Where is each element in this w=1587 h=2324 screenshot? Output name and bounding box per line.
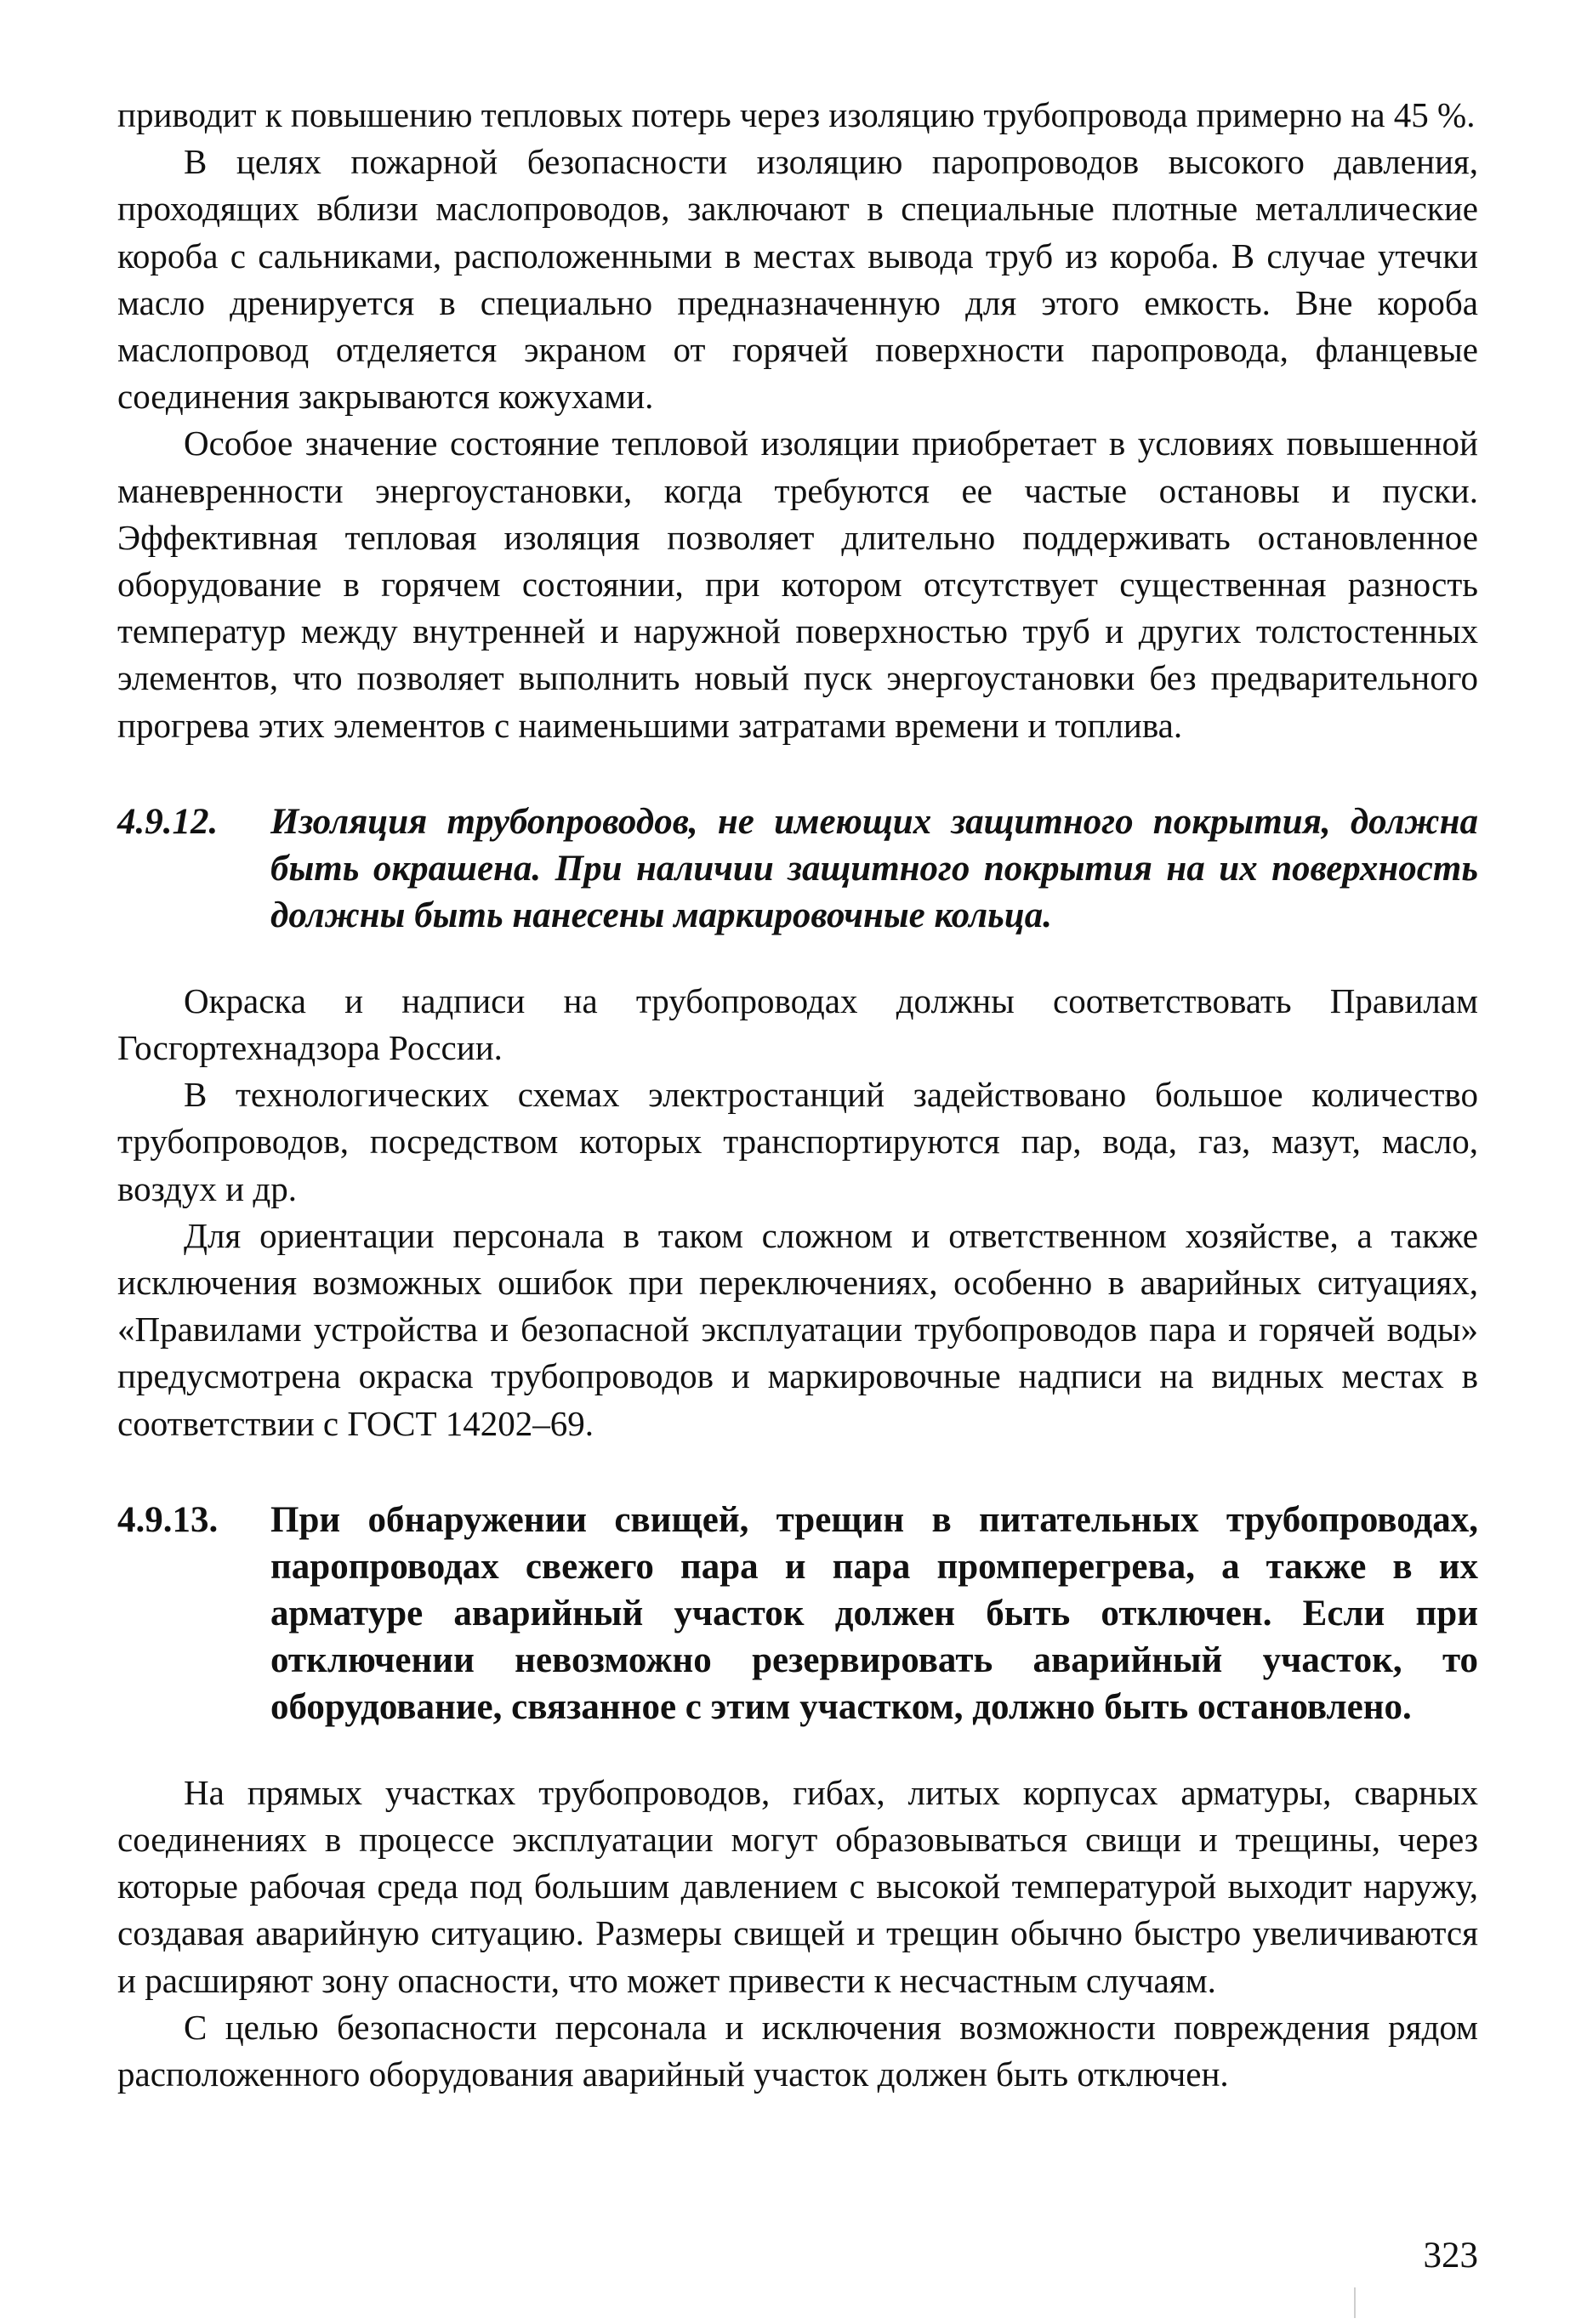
paragraph-fire-safety: В целях пожарной безопасности изоляцию паропроводов высокого давления, проходящих вблизи маслопроводов, заключают в специальные плотные металлические короба с сальниками, расположенными в местах вывода труб из короба. В случае утечки масло дренируется в специально предназначенную для этого емкость. Вне короба маслопровод отделяется экраном от горячей поверхности паропровода, фланцевые соединения закрываются кожухами. bbox=[117, 142, 1478, 417]
section-heading-text: При обнаружении свищей, трещин в питательных трубопроводах, паропроводах свежего пара и пара промперегрева, а также в их арматуре аварийный участок должен быть отключен. Если при отключении невозможно резервировать аварийный участок, то оборудование, связанное с этим участком, должно быть остановлено. bbox=[270, 1499, 1478, 1727]
paragraph-continuation: приводит к повышению тепловых потерь через изоляцию трубопровода примерно на 45 %. bbox=[117, 95, 1476, 134]
section-heading-4-9-12 bbox=[117, 798, 1478, 939]
paragraph-marking: Для ориентации персонала в таком сложном и ответственном хозяйстве, а также исключения возможных ошибок при переключениях, особенно в аварийных ситуациях, «Правилами устройства и безопасной эксплуатации трубопроводов пара и горячей воды» предусмотрена окраска трубопроводов и маркировочные надписи на видных местах в соответствии с ГОСТ 14202–69. bbox=[117, 1215, 1478, 1443]
book-page bbox=[117, 92, 1478, 2286]
section-number: 4.9.12. bbox=[117, 801, 219, 842]
paragraph-thermal-insulation: Особое значение состояние тепловой изоляции приобретает в условиях повышенной маневренности энергоустановки, когда требуются ее частые остановы и пуски. Эффективная тепловая изоляция позволяет длительно поддерживать остановленное оборудование в горячем состоянии, при котором отсутствует существенная разность температур между внутренней и наружной поверхностью труб и других толстостенных элементов, что позволяет выполнить новый пуск энергоустановки без предварительного прогрева этих элементов с наименьшими затратами времени и топлива. bbox=[117, 423, 1478, 745]
section-heading-text: Изоляция трубопроводов, не имеющих защитного покрытия, должна быть окрашена. При наличии защитного покрытия на их поверхность должны быть нанесены маркировочные кольца. bbox=[270, 801, 1478, 935]
page-number: 323 bbox=[1423, 2236, 1478, 2276]
paragraph-personnel-safety: С целью безопасности персонала и исключения возможности повреждения рядом расположенного оборудования аварийный участок должен быть отключен. bbox=[117, 2007, 1478, 2094]
paragraph-pipelines-count: В технологических схемах электростанций задействовано большое количество трубопроводов, посредством которых транспортируются пар, вода, газ, мазут, масло, воздух и др. bbox=[117, 1075, 1478, 1208]
paragraph-painting-rules: Окраска и надписи на трубопроводах должны соответствовать Правилам Госгортехнадзора России. bbox=[117, 980, 1478, 1068]
paragraph-fistulas-cracks: На прямых участках трубопроводов, гибах, литых корпусах арматуры, сварных соединениях в процессе эксплуатации могут образовываться свищи и трещины, через которые рабочая среда под большим давлением с высокой температурой выходит наружу, создавая аварийную ситуацию. Размеры свищей и трещин обычно быстро увеличиваются и расширяют зону опасности, что может привести к несчастным случаям. bbox=[117, 1772, 1478, 2000]
scan-mark bbox=[1354, 2287, 1356, 2318]
section-number: 4.9.13. bbox=[117, 1499, 219, 1540]
section-heading-4-9-13 bbox=[117, 1497, 1478, 1730]
